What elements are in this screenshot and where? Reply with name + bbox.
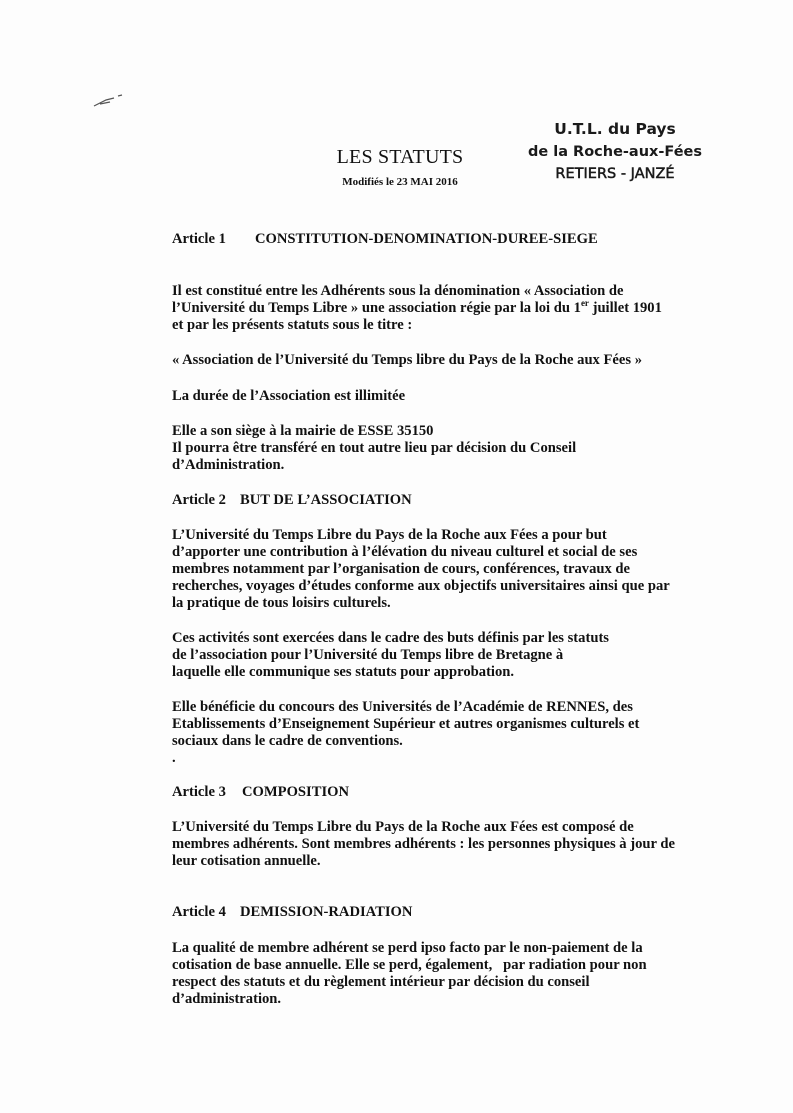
text-line: laquelle elle communique ses statuts pour approbation. — [172, 664, 515, 680]
text-line: Il est constitué entre les Adhérents sous la dénomination « Association de — [172, 283, 624, 299]
article-2-paragraph-2 — [172, 630, 609, 681]
text-line: Elle a son siège à la mairie de ESSE 35150 — [172, 423, 434, 439]
text-line: sociaux dans le cadre de conventions. — [172, 733, 403, 749]
document-subtitle: Modifiés le 23 MAI 2016 — [342, 176, 458, 188]
text-line: la pratique de tous loisirs culturels. — [172, 595, 391, 611]
article-title: COMPOSITION — [242, 784, 350, 800]
article-title: BUT DE L’ASSOCIATION — [240, 492, 412, 508]
article-number: Article 4 — [172, 904, 226, 920]
article-1-paragraph-3: La durée de l’Association est illimitée — [172, 388, 406, 404]
article-2-paragraph-3 — [172, 699, 639, 767]
article-number: Article 2 — [172, 492, 226, 508]
text-line: d’apporter une contribution à l’élévation du niveau culturel et social de ses — [172, 544, 638, 560]
stamp-line: de la Roche-aux-Fées — [527, 143, 703, 160]
text-line: cotisation de base annuelle. Elle se perd, également, par radiation pour non — [172, 957, 647, 973]
text-line: Etablissements d’Enseignement Supérieur et autres organismes culturels et — [172, 716, 640, 732]
text-line: de l’association pour l’Université du Temps libre de Bretagne à — [172, 647, 564, 663]
document-title: LES STATUTS — [336, 146, 464, 168]
superscript: er — [580, 298, 589, 309]
text-line: . — [172, 750, 176, 766]
article-3-paragraph-1 — [172, 819, 675, 870]
article-4-heading — [172, 904, 412, 921]
text-line: membres notamment par l’organisation de cours, conférences, travaux de — [172, 561, 631, 577]
article-4-paragraph-1 — [172, 940, 647, 1008]
text-line: respect des statuts et du règlement intérieur par décision du conseil — [172, 974, 590, 990]
text-line: leur cotisation annuelle. — [172, 853, 321, 869]
organization-stamp — [520, 118, 710, 186]
text-line: et par les présents statuts sous le titre : — [172, 317, 413, 333]
text-line: L’Université du Temps Libre du Pays de la Roche aux Fées a pour but — [172, 527, 607, 543]
text-line: recherches, voyages d’études conforme aux objectifs universitaires ainsi que par — [172, 578, 670, 594]
article-1-paragraph-2: « Association de l’Université du Temps libre du Pays de la Roche aux Fées » — [172, 352, 642, 368]
text-line: Ces activités sont exercées dans le cadre des buts définis par les statuts — [172, 630, 609, 646]
article-number: Article 1 — [172, 231, 226, 247]
article-title: CONSTITUTION-DENOMINATION-DUREE-SIEGE — [255, 231, 598, 247]
text-line: Elle bénéficie du concours des Universités de l’Académie de RENNES, des — [172, 699, 633, 715]
article-title: DEMISSION-RADIATION — [240, 904, 413, 920]
pen-mark-scribble — [92, 92, 132, 112]
text-line: L’Université du Temps Libre du Pays de la Roche aux Fées est composé de — [172, 819, 634, 835]
article-1-paragraph-1 — [172, 283, 662, 334]
stamp-line: U.T.L. du Pays — [554, 120, 676, 138]
article-3-heading — [172, 784, 349, 801]
text-span: l’Université du Temps Libre » une association régie par la loi du 1 — [172, 300, 581, 316]
text-line: La qualité de membre adhérent se perd ipso facto par le non-paiement de la — [172, 940, 643, 956]
text-line: d’Administration. — [172, 457, 285, 473]
stamp-line: RETIERS - JANZÉ — [555, 166, 675, 182]
text-line: Il pourra être transféré en tout autre lieu par décision du Conseil — [172, 440, 577, 456]
article-1-heading — [172, 231, 598, 248]
text-line: d’administration. — [172, 991, 282, 1007]
article-1-paragraph-4 — [172, 423, 576, 474]
text-line: membres adhérents. Sont membres adhérents : les personnes physiques à jour de — [172, 836, 675, 852]
text-line — [172, 300, 662, 317]
article-2-heading — [172, 492, 412, 509]
text-span: juillet 1901 — [588, 300, 662, 316]
article-number: Article 3 — [172, 784, 226, 800]
article-2-paragraph-1 — [172, 527, 670, 612]
